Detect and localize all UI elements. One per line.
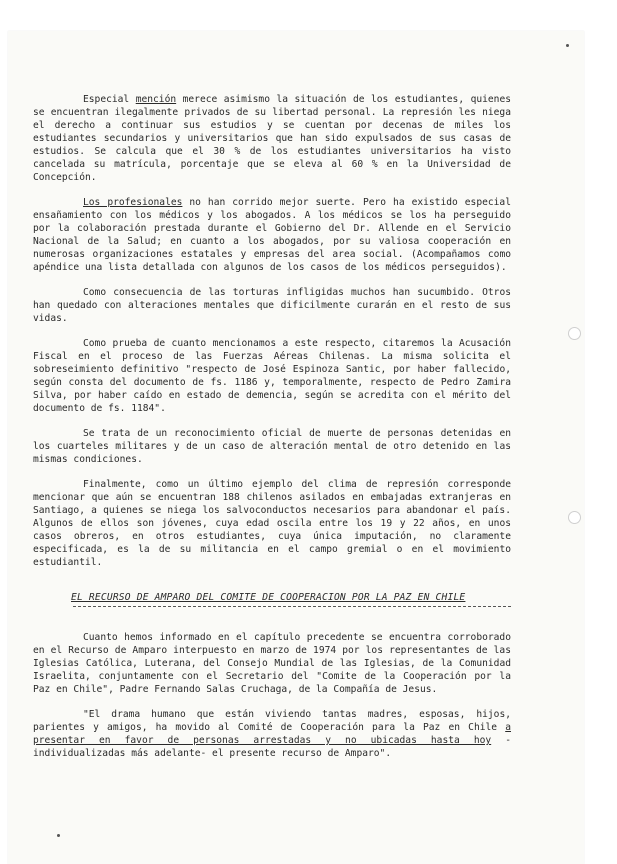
paragraph-asylum: Finalmente, como un último ejemplo del clima de represión corresponde mencionar que aún se encuentran 188 chilenos asilados en embajadas extranjeras en Santiago, a quienes se niega los salvoconductos necesarios para abandonar el país. Algunos de ellos son jóvenes, cuya edad oscila entre los 19 y 22 años, en unos casos obreros, en otros estudiantes, cuya única imputación, no claramente especificada, es la de su militancia en el campo gremial o en el movimiento estudiantil. bbox=[33, 479, 511, 568]
document-body bbox=[33, 93, 511, 760]
paragraph-official-recognition: Se trata de un reconocimiento oficial de muerte de personas detenidas en los cuarteles militares y de un caso de alteración mental de otro detenido en las mismas condiciones. bbox=[33, 428, 511, 465]
heading-divider bbox=[73, 606, 511, 607]
paragraph-recurso: Cuanto hemos informado en el capítulo precedente se encuentra corroborado en el Recurso de Amparo interpuesto en marzo de 1974 por los representantes de las Iglesias Católica, Luterana, del Consejo Mundial de las Iglesias, de la Comunidad Israelita, conjuntamente con el Secretario del "Comite de la Cooperación por la Paz en Chile", Padre Fernando Salas Cruchaga, de la Compañía de Jesus. bbox=[33, 632, 511, 695]
paragraph-fiscal-accusation: Como prueba de cuanto mencionamos a este respecto, citaremos la Acusación Fiscal en el proceso de las Fuerzas Aéreas Chilenas. La misma solicita el sobreseimiento definitivo "respecto de José Espinoza Santic, por haber fallecido, según consta del documento de fs. 1186 y, temporalmente, respecto de Pedro Zamira Silva, por haber caído en estado de demencia, según se acredita con el mérito del documento de fs. 1184". bbox=[33, 338, 511, 414]
paragraph-quote: "El drama humano que están viviendo tantas madres, esposas, hijos, parientes y amigos, ha movido al Comité de Cooperación para la Paz en Chile a presentar en favor de personas arrestadas y no ubicadas hasta hoy -individualizadas más adelante- el presente recurso de Amparo". bbox=[33, 709, 511, 759]
punch-hole bbox=[568, 327, 581, 340]
section-heading: EL RECURSO DE AMPARO DEL COMITE DE COOPERACION POR LA PAZ EN CHILE bbox=[71, 592, 466, 603]
paragraph-professionals: Los profesionales no han corrido mejor suerte. Pero ha existido especial ensañamiento con los médicos y los abogados. A los médicos se los ha perseguido por la colaboración prestada durante el Gobierno del Dr. Allende en el Servicio Nacional de la Salud; en cuanto a los abogados, por su valiosa cooperación en numerosas organizaciones estatales y empresas del area social. (Acompañamos como apéndice una lista detallada con algunos de los casos de los médicos perseguidos). bbox=[33, 197, 511, 273]
punch-hole bbox=[568, 511, 581, 524]
paper-mark bbox=[566, 44, 569, 47]
paper-mark bbox=[57, 834, 60, 837]
paragraph-torture: Como consecuencia de las torturas infligidas muchos han sucumbido. Otros han quedado con alteraciones mentales que dificilmente curarán en el resto de sus vidas. bbox=[33, 287, 511, 324]
paragraph-students: Especial mención merece asimismo la situación de los estudiantes, quienes se encuentran ilegalmente privados de su libertad personal. La represión les niega el derecho a continuar sus estudios y se cuentan por decenas de miles los estudiantes secundarios y universitarios que han sido expulsados de sus casas de estudios. Se calcula que el 30 % de los estudiantes universitarios ha visto cancelada su matrícula, porcentaje que se eleva al 60 % en la Universidad de Concepción. bbox=[33, 94, 512, 183]
